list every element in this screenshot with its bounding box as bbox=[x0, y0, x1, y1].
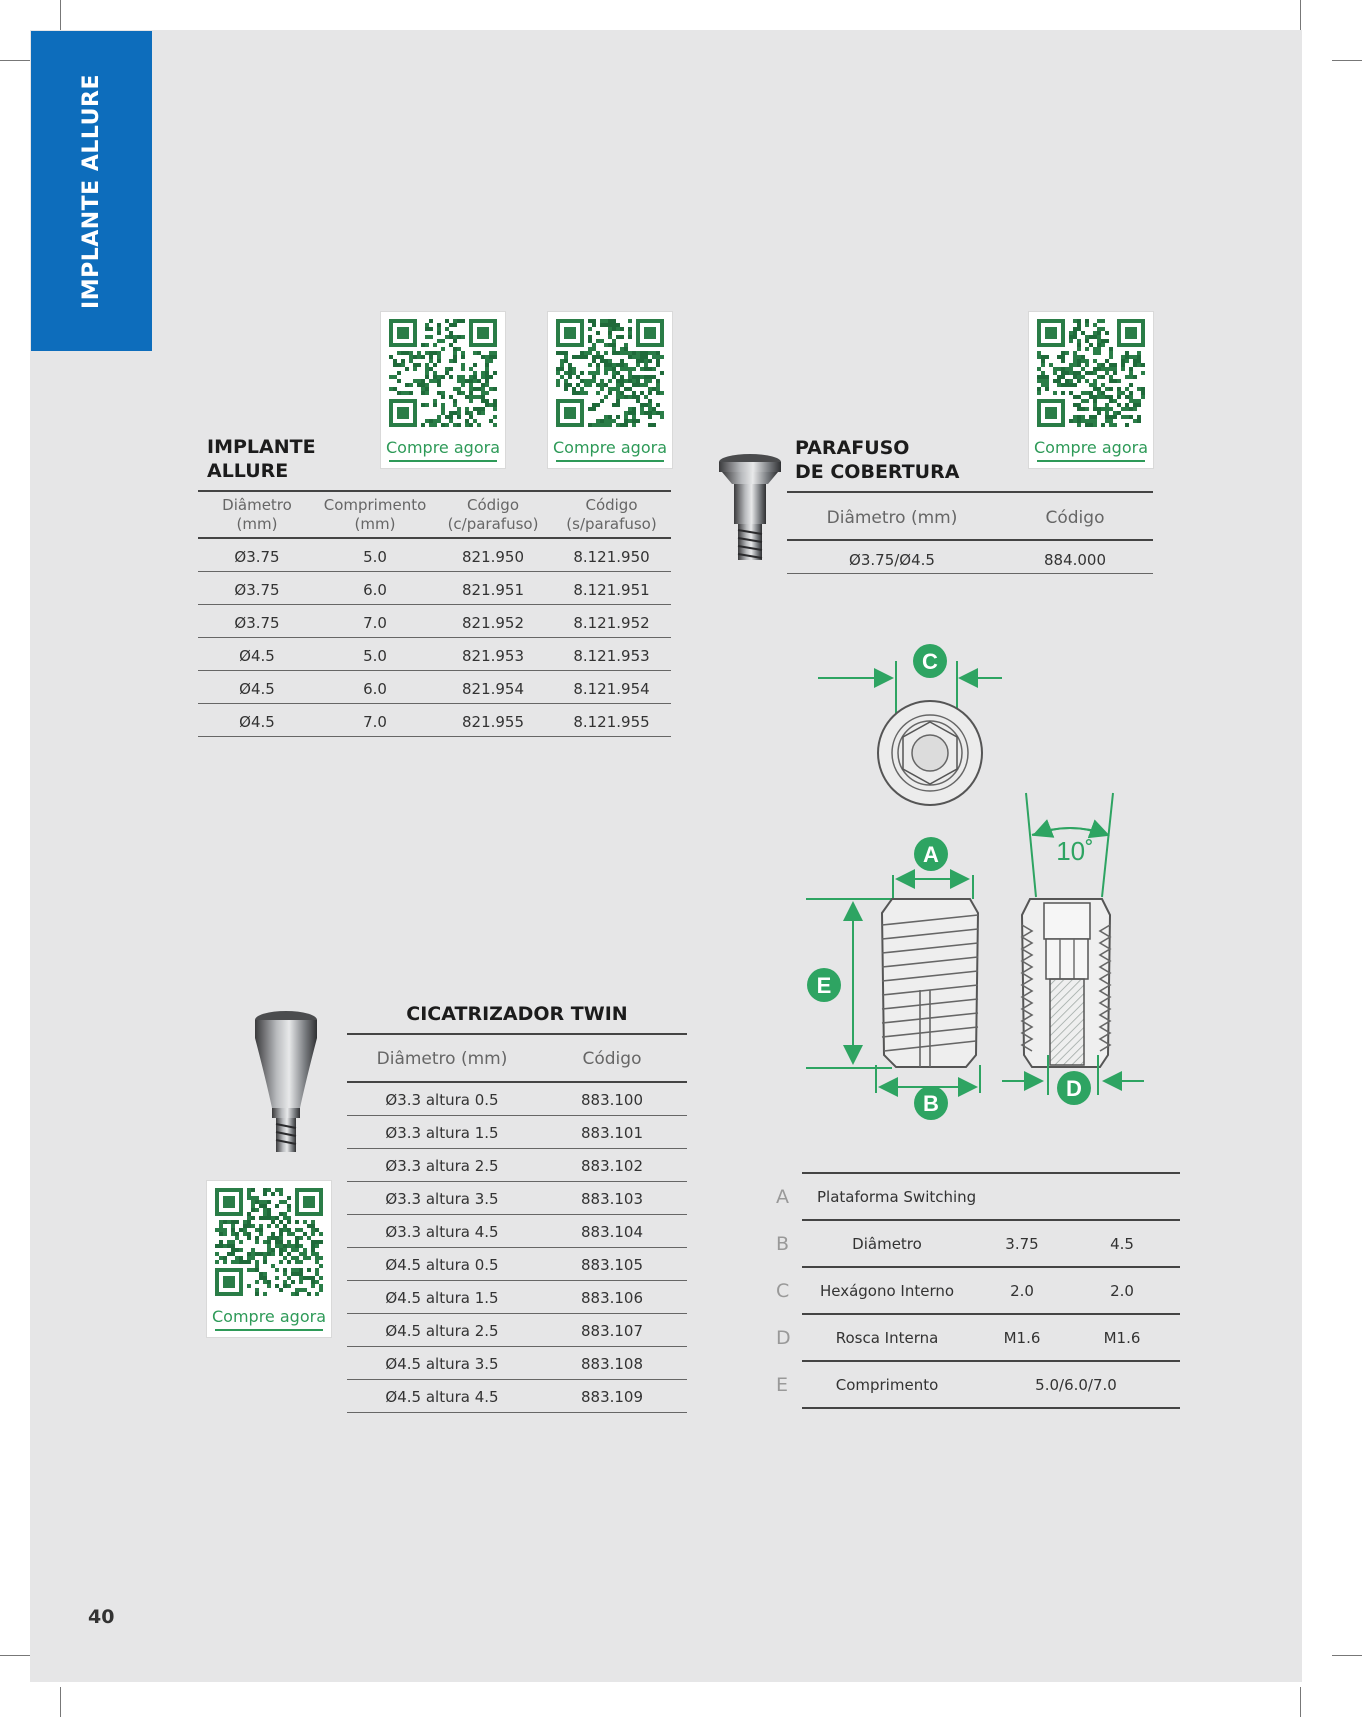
table-header bbox=[198, 492, 671, 537]
qr-card-implante-sem-parafuso[interactable] bbox=[547, 311, 673, 469]
spec-value: M1.6 bbox=[1003, 1329, 1041, 1347]
cover-screw-image bbox=[712, 452, 788, 564]
table-cell: Ø4.5 bbox=[239, 680, 275, 698]
qr-card-implante-com-parafuso[interactable] bbox=[380, 311, 506, 469]
table-cell: 883.103 bbox=[580, 1190, 644, 1208]
table-rule bbox=[802, 1407, 1180, 1409]
marker-d bbox=[1057, 1071, 1091, 1105]
qr-underline bbox=[1037, 460, 1145, 462]
column-header-line: (mm) bbox=[236, 515, 278, 533]
column-header bbox=[434, 496, 552, 534]
table-cell: 883.102 bbox=[580, 1157, 644, 1175]
crop-mark bbox=[1300, 0, 1301, 30]
qr-underline bbox=[389, 460, 497, 462]
column-header: Diâmetro (mm) bbox=[376, 1049, 508, 1069]
table-row bbox=[198, 539, 671, 572]
page-number: 40 bbox=[88, 1606, 115, 1628]
table-rule bbox=[802, 1360, 1180, 1362]
parafuso-title-line: PARAFUSO bbox=[795, 437, 910, 459]
table-cell: Ø4.5 bbox=[239, 647, 275, 665]
table-row bbox=[198, 671, 671, 704]
table-cell: 6.0 bbox=[363, 581, 387, 599]
spec-label: Comprimento bbox=[835, 1376, 939, 1394]
table-rule bbox=[802, 1219, 1180, 1221]
buy-now-link[interactable]: Compre agora bbox=[553, 438, 667, 457]
specs-table bbox=[760, 1172, 1180, 1407]
spec-row bbox=[760, 1313, 1180, 1360]
buy-now-link[interactable]: Compre agora bbox=[212, 1307, 326, 1326]
table-row bbox=[198, 638, 671, 671]
table-row bbox=[347, 1347, 687, 1380]
section-tab-label-wrap bbox=[31, 31, 152, 351]
table-cell: 883.101 bbox=[580, 1124, 644, 1142]
table-row bbox=[347, 1083, 687, 1116]
table-cell: 883.105 bbox=[580, 1256, 644, 1274]
section-tab-label: IMPLANTE ALLURE bbox=[79, 73, 104, 309]
table-row bbox=[347, 1149, 687, 1182]
table-cell: Ø3.3 altura 0.5 bbox=[385, 1091, 499, 1109]
table-row bbox=[198, 605, 671, 638]
healing-abutment-image bbox=[248, 1010, 324, 1152]
table-row bbox=[198, 572, 671, 605]
parafuso-title bbox=[795, 436, 959, 484]
table-cell: Ø4.5 bbox=[239, 713, 275, 731]
column-header bbox=[316, 496, 434, 534]
table-cell: Ø4.5 altura 1.5 bbox=[385, 1289, 499, 1307]
table-cell: 8.121.953 bbox=[573, 647, 650, 665]
parafuso-diameter-cell: Ø3.75/Ø4.5 bbox=[849, 551, 935, 569]
column-header-line: (mm) bbox=[354, 515, 396, 533]
parafuso-code-cell: 884.000 bbox=[1043, 551, 1107, 569]
table-cell: 883.108 bbox=[580, 1355, 644, 1373]
table-cell: 821.952 bbox=[461, 614, 525, 632]
table-cell: 883.109 bbox=[580, 1388, 644, 1406]
spec-letter: B bbox=[776, 1233, 790, 1255]
spec-letter: E bbox=[776, 1374, 789, 1396]
implante-table bbox=[198, 492, 671, 737]
table-row bbox=[347, 1380, 687, 1413]
buy-now-link[interactable]: Compre agora bbox=[386, 438, 500, 457]
table-cell: Ø4.5 altura 0.5 bbox=[385, 1256, 499, 1274]
table-cell: Ø4.5 altura 2.5 bbox=[385, 1322, 499, 1340]
table-rule bbox=[787, 539, 1153, 541]
table-row bbox=[347, 1182, 687, 1215]
top-view bbox=[818, 661, 1002, 805]
crop-mark bbox=[1300, 1687, 1301, 1717]
svg-text:A: A bbox=[923, 842, 939, 867]
qr-underline bbox=[556, 460, 664, 462]
crop-mark bbox=[60, 0, 61, 30]
table-cell: 821.953 bbox=[461, 647, 525, 665]
table-cell: 883.100 bbox=[580, 1091, 644, 1109]
column-header bbox=[198, 496, 316, 534]
table-rule bbox=[802, 1172, 1180, 1174]
table-row bbox=[347, 1215, 687, 1248]
table-cell: 821.951 bbox=[461, 581, 525, 599]
spec-letter: A bbox=[776, 1186, 789, 1208]
table-row bbox=[347, 1314, 687, 1347]
table-cell: 821.955 bbox=[461, 713, 525, 731]
table-cell: 8.121.954 bbox=[573, 680, 650, 698]
table-cell: Ø3.3 altura 1.5 bbox=[385, 1124, 499, 1142]
table-rule bbox=[787, 573, 1153, 574]
table-rule bbox=[347, 1412, 687, 1413]
table-cell: 883.104 bbox=[580, 1223, 644, 1241]
table-rule bbox=[802, 1266, 1180, 1268]
qr-code-icon bbox=[215, 1188, 323, 1296]
table-rule bbox=[198, 736, 671, 737]
column-header-line: Comprimento bbox=[323, 496, 427, 514]
implante-title-line: IMPLANTE bbox=[207, 436, 316, 458]
table-cell: Ø3.3 altura 2.5 bbox=[385, 1157, 499, 1175]
spec-row bbox=[760, 1219, 1180, 1266]
table-row bbox=[347, 1281, 687, 1314]
cicatrizador-title: CICATRIZADOR TWIN bbox=[406, 1003, 628, 1025]
table-rule bbox=[787, 491, 1153, 493]
table-cell: Ø3.3 altura 3.5 bbox=[385, 1190, 499, 1208]
svg-text:C: C bbox=[922, 649, 938, 674]
table-cell: 883.107 bbox=[580, 1322, 644, 1340]
implant-technical-diagram bbox=[780, 635, 1180, 1125]
crop-mark bbox=[60, 1687, 61, 1717]
marker-c bbox=[913, 644, 947, 678]
column-header-line: Código bbox=[585, 496, 638, 514]
table-cell: 8.121.952 bbox=[573, 614, 650, 632]
table-rule bbox=[802, 1313, 1180, 1315]
crop-mark bbox=[0, 1655, 30, 1656]
column-header bbox=[552, 496, 671, 534]
crop-mark bbox=[1332, 60, 1362, 61]
crop-mark bbox=[1332, 1655, 1362, 1656]
spec-value: 2.0 bbox=[1010, 1282, 1034, 1300]
table-cell: 7.0 bbox=[363, 713, 387, 731]
spec-value: 2.0 bbox=[1110, 1282, 1134, 1300]
svg-text:D: D bbox=[1066, 1076, 1082, 1101]
table-cell: Ø3.3 altura 4.5 bbox=[385, 1223, 499, 1241]
table-cell: 6.0 bbox=[363, 680, 387, 698]
table-cell: 821.950 bbox=[461, 548, 525, 566]
table-cell: Ø3.75 bbox=[234, 614, 280, 632]
spec-value: 3.75 bbox=[1005, 1235, 1039, 1253]
spec-label: Diâmetro bbox=[852, 1235, 922, 1253]
table-cell: Ø3.75 bbox=[234, 548, 280, 566]
table-row bbox=[347, 1248, 687, 1281]
parafuso-title-line: DE COBERTURA bbox=[795, 461, 960, 483]
table-cell: Ø4.5 altura 4.5 bbox=[385, 1388, 499, 1406]
spec-row bbox=[760, 1172, 1180, 1219]
qr-code-icon bbox=[389, 319, 497, 427]
qr-underline bbox=[215, 1329, 323, 1331]
spec-label: Plataforma Switching bbox=[817, 1188, 977, 1206]
implante-title bbox=[207, 435, 316, 483]
table-cell: 5.0 bbox=[363, 548, 387, 566]
marker-b bbox=[914, 1086, 948, 1120]
column-header: Diâmetro (mm) bbox=[826, 508, 958, 528]
spec-label: Rosca Interna bbox=[835, 1329, 939, 1347]
column-header: Código bbox=[1045, 508, 1105, 528]
spec-value: 5.0/6.0/7.0 bbox=[1035, 1376, 1117, 1394]
table-rule bbox=[347, 1033, 687, 1035]
spec-row bbox=[760, 1360, 1180, 1407]
angle-label: 10˚ bbox=[1056, 836, 1094, 866]
marker-a bbox=[914, 837, 948, 871]
qr-card-cicatrizador[interactable] bbox=[206, 1180, 332, 1338]
implante-title-line: ALLURE bbox=[207, 460, 289, 482]
table-cell: Ø4.5 altura 3.5 bbox=[385, 1355, 499, 1373]
column-header-line: Código bbox=[466, 496, 520, 514]
cicatrizador-table bbox=[347, 1083, 687, 1413]
table-cell: 5.0 bbox=[363, 647, 387, 665]
column-header: Código bbox=[582, 1049, 642, 1069]
table-cell: 821.954 bbox=[461, 680, 525, 698]
column-header-line: (c/parafuso) bbox=[447, 515, 539, 533]
column-header-line: Diâmetro bbox=[222, 496, 292, 514]
qr-code-icon bbox=[1037, 319, 1145, 427]
table-cell: 7.0 bbox=[363, 614, 387, 632]
spec-letter: D bbox=[776, 1327, 791, 1349]
spec-row bbox=[760, 1266, 1180, 1313]
qr-card-parafuso[interactable] bbox=[1028, 311, 1154, 469]
spec-label: Hexágono Interno bbox=[819, 1282, 955, 1300]
table-cell: 883.106 bbox=[580, 1289, 644, 1307]
svg-text:E: E bbox=[816, 973, 832, 998]
table-row bbox=[198, 704, 671, 737]
svg-text:B: B bbox=[923, 1091, 939, 1116]
column-header-line: (s/parafuso) bbox=[566, 515, 657, 533]
crop-mark bbox=[0, 60, 30, 61]
spec-value: M1.6 bbox=[1103, 1329, 1141, 1347]
table-cell: 8.121.955 bbox=[573, 713, 650, 731]
table-cell: 8.121.951 bbox=[573, 581, 650, 599]
spec-letter: C bbox=[776, 1280, 790, 1302]
marker-e bbox=[807, 968, 841, 1002]
table-cell: Ø3.75 bbox=[234, 581, 280, 599]
table-row bbox=[347, 1116, 687, 1149]
buy-now-link[interactable]: Compre agora bbox=[1034, 438, 1148, 457]
table-cell: 8.121.950 bbox=[573, 548, 650, 566]
spec-value: 4.5 bbox=[1110, 1235, 1134, 1253]
qr-code-icon bbox=[556, 319, 664, 427]
